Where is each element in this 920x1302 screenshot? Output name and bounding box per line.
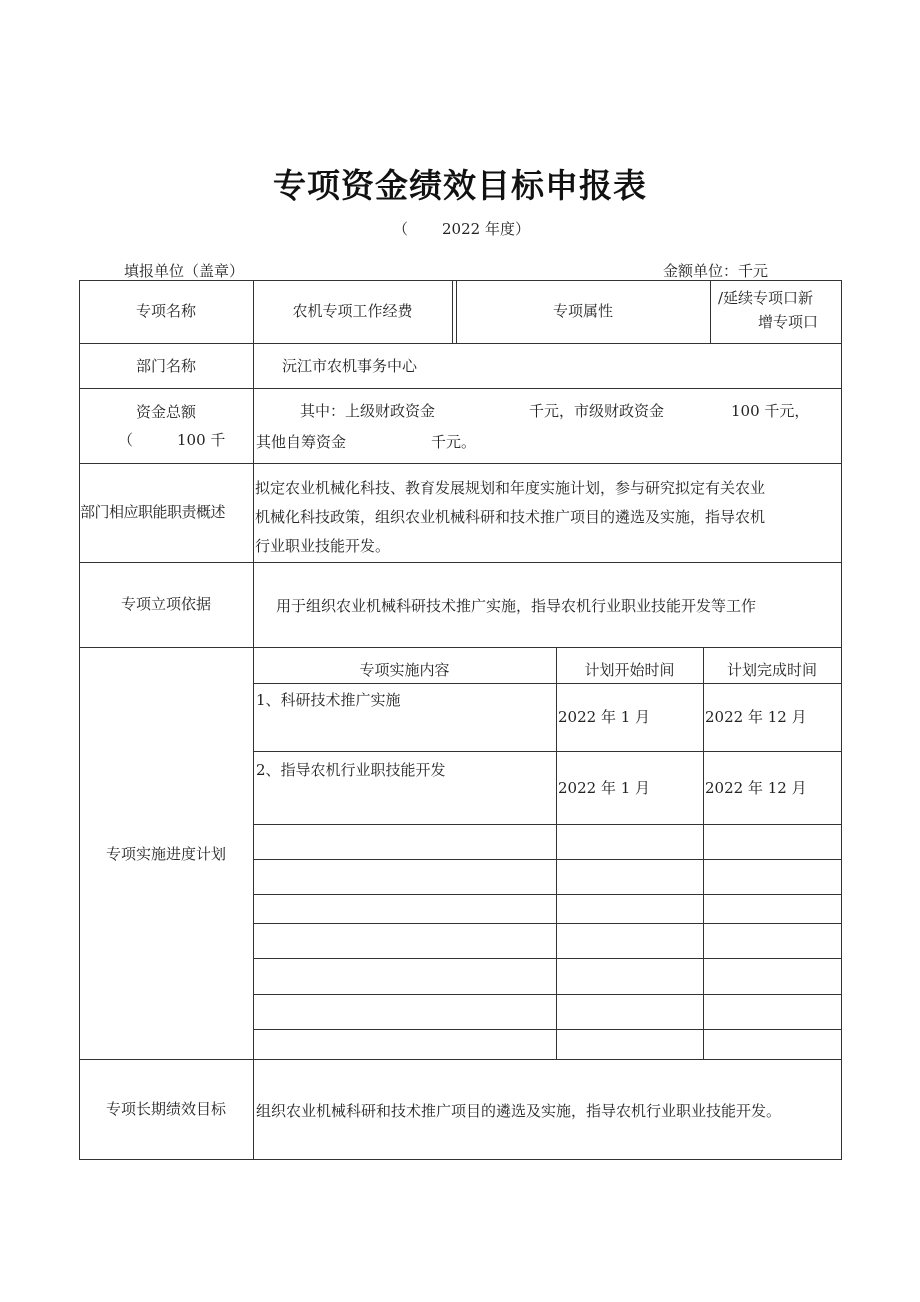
row-divider [79,463,842,464]
funds-label: 资金总额 [135,403,196,421]
project-attr-value-line1: /延续专项口新 [718,289,814,307]
goal-value: 组织农业机械科研和技术推广项目的遴选及实施，指导农机行业职业技能开发。 [256,1102,782,1120]
plan-row-divider [253,923,841,924]
plan-row-divider [253,994,841,995]
row-divider [79,388,842,389]
row-divider [79,1059,842,1060]
plan-item-start: 2022 年 1 月 [558,779,651,797]
funds-paren: （ [118,431,134,449]
duties-label: 部门相应职能职责概述 [80,503,226,521]
plan-row-divider [253,894,841,895]
plan-row-divider [253,958,841,959]
fill-unit-label: 填报单位（盖章） [124,262,245,280]
funds-other-unit: 千元。 [431,433,477,451]
amount-unit-label: 金额单位：千元 [663,262,769,280]
plan-row-divider [253,859,841,860]
department-value: 沅江市农机事务中心 [282,357,418,375]
row-divider [79,562,842,563]
plan-item-end: 2022 年 12 月 [705,779,807,797]
funds-unit-city-label: 千元，市级财政资金 [529,402,665,420]
duties-line-3: 行业职业技能开发。 [255,537,391,555]
plan-row-divider [253,751,841,752]
plan-label: 专项实施进度计划 [105,845,226,863]
duties-line-1: 拟定农业机械化科技、教育发展规划和年度实施计划，参与研究拟定有关农业 [255,479,766,497]
plan-row-divider [253,1029,841,1030]
basis-value: 用于组织农业机械科研技术推广实施，指导农机行业职业技能开发等工作 [276,597,757,615]
column-divider [452,280,453,343]
goal-label: 专项长期绩效目标 [105,1100,226,1118]
row-divider [79,647,842,648]
column-divider [710,280,711,343]
funds-city-amount: 100 千元， [731,402,810,420]
plan-item-content: 2、指导农机行业职技能开发 [256,761,446,779]
table-border [841,280,842,1160]
table-border [79,280,842,281]
plan-item-content: 1、科研技术推广实施 [256,691,401,709]
table-border [79,1159,842,1160]
plan-column-divider [556,647,557,1059]
plan-column-divider [703,647,704,1059]
column-divider [253,280,254,1160]
year-label: 2022 年度） [442,220,530,238]
project-name-label: 专项名称 [135,302,196,320]
plan-header-start: 计划开始时间 [584,661,675,679]
plan-item-end: 2022 年 12 月 [705,708,807,726]
plan-row-divider [253,824,841,825]
year-paren: （ [393,220,409,238]
basis-label: 专项立项依据 [120,595,211,613]
funds-other-label: 其他自筹资金 [256,433,347,451]
plan-header-end: 计划完成时间 [726,661,817,679]
funds-among-label: 其中：上级财政资金 [300,402,436,420]
plan-header-content: 专项实施内容 [359,661,450,679]
page-title: 专项资金绩效目标申报表 [273,166,647,205]
project-name-value: 农机专项工作经费 [292,302,413,320]
duties-line-2: 机械化科技政策，组织农业机械科研和技术推广项目的遴选及实施，指导农机 [255,508,766,526]
row-divider [79,343,842,344]
funds-total: 100 千 [177,431,226,449]
department-label: 部门名称 [135,357,196,375]
project-attr-value-line2: 增专项口 [758,313,819,331]
project-attr-label: 专项属性 [552,302,613,320]
plan-item-start: 2022 年 1 月 [558,708,651,726]
